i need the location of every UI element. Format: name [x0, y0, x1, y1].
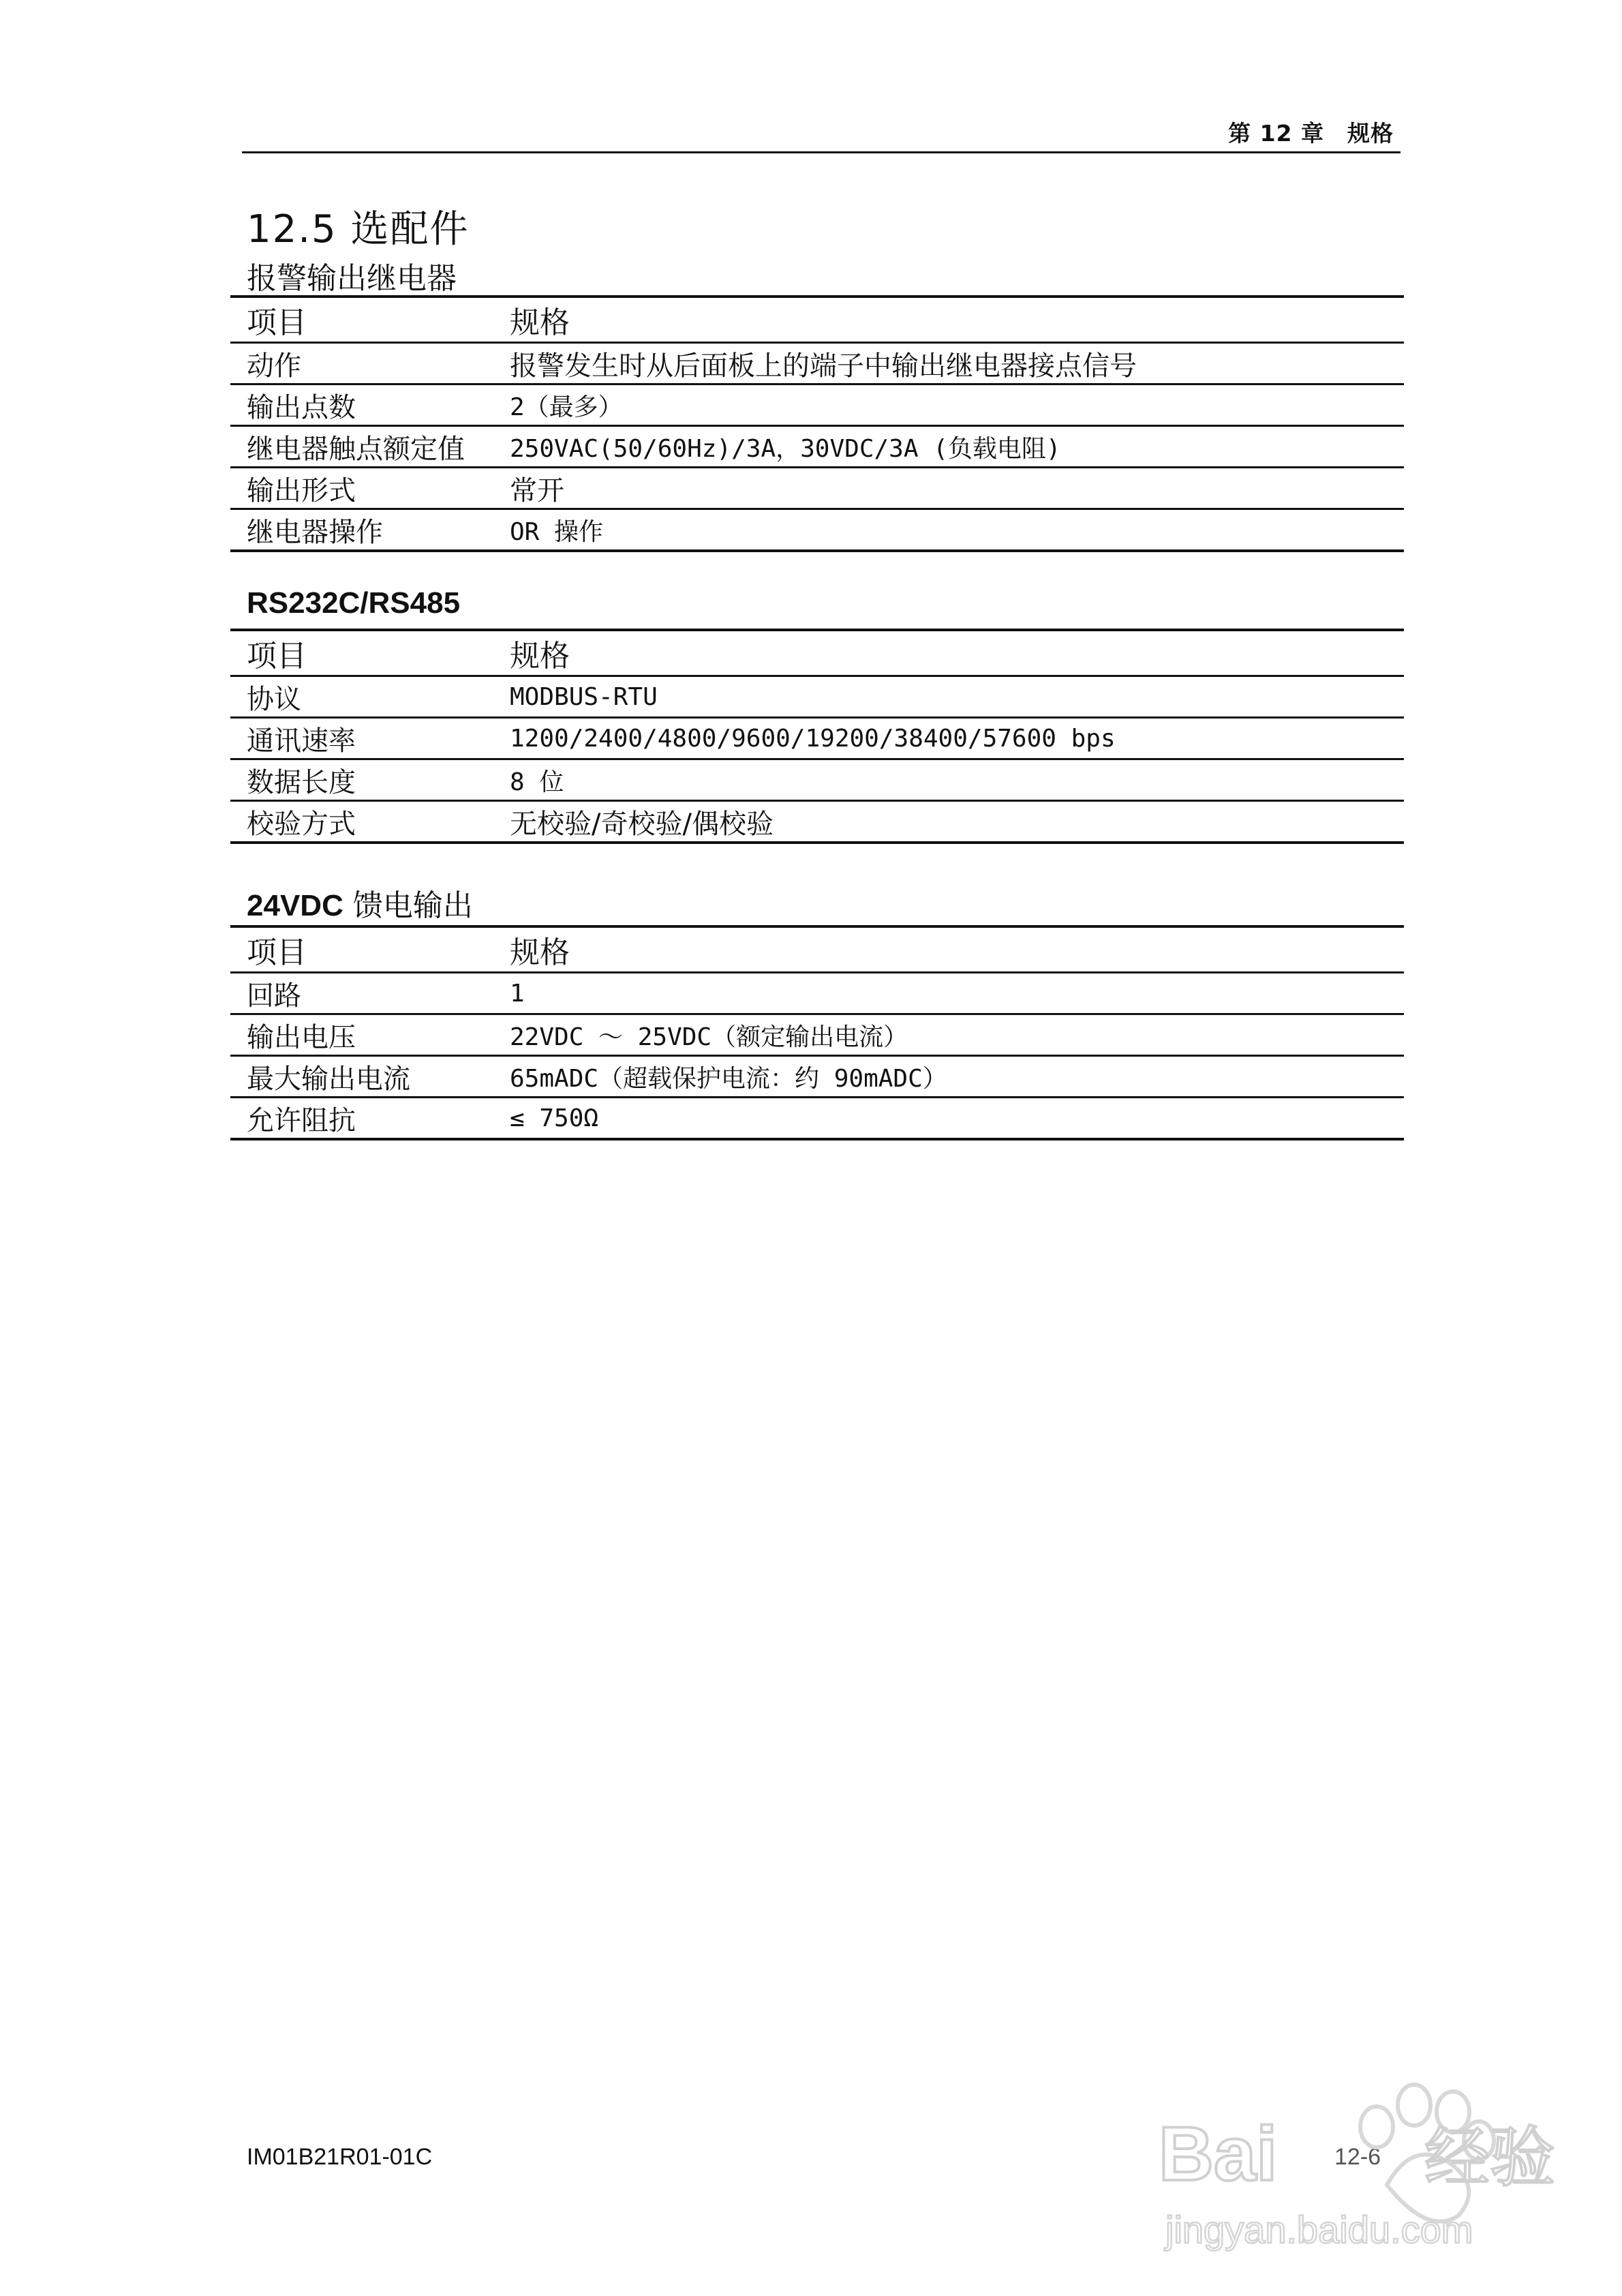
table-row	[230, 1014, 1404, 1056]
row-label: 输出点数	[230, 384, 498, 426]
block-title-alarm-relay: 报警输出继电器	[247, 261, 457, 296]
block-title-rs232c-rs485: RS232C/RS485	[247, 586, 461, 620]
rs232c-rs485-table	[230, 629, 1404, 844]
row-label: 继电器操作	[230, 509, 498, 552]
row-label: 数据长度	[230, 759, 498, 801]
header-item: 项目	[230, 630, 498, 676]
alarm-relay-table	[230, 295, 1404, 552]
row-value: 250VAC(50/60Hz)/3A，30VDC/3A (负载电阻)	[498, 426, 1404, 468]
table-row	[230, 759, 1404, 801]
row-label: 协议	[230, 676, 498, 718]
baidu-jingyan-watermark	[1152, 2025, 1574, 2270]
row-value: MODBUS-RTU	[498, 676, 1404, 718]
page-header	[242, 109, 1401, 153]
row-value: 1200/2400/4800/9600/19200/38400/57600 bps	[498, 718, 1404, 759]
table-row	[230, 509, 1404, 552]
page-number: 12-6	[1334, 2144, 1381, 2170]
header-item: 项目	[230, 926, 498, 973]
table-row	[230, 1056, 1404, 1098]
row-value: 无校验/奇校验/偶校验	[498, 801, 1404, 843]
row-label: 回路	[230, 973, 498, 1014]
chapter-label: 第 12 章 规格	[1228, 120, 1394, 147]
24vdc-feed-table	[230, 925, 1404, 1141]
row-value: 报警发生时从后面板上的端子中输出继电器接点信号	[498, 343, 1404, 384]
header-item: 项目	[230, 297, 498, 343]
watermark-url: jingyan.baidu.com	[1165, 2208, 1473, 2251]
watermark-cjk: 经验	[1424, 2119, 1555, 2196]
table-row	[230, 343, 1404, 384]
row-label: 继电器触点额定值	[230, 426, 498, 468]
table-row	[230, 468, 1404, 509]
table-header-row	[230, 297, 1404, 343]
row-label: 通讯速率	[230, 718, 498, 759]
row-value: 22VDC ～ 25VDC（额定输出电流）	[498, 1014, 1404, 1056]
section-title: 12.5 选配件	[247, 207, 470, 252]
block-title-latin: 24VDC	[247, 889, 343, 922]
row-value: OR 操作	[498, 509, 1404, 552]
block-title-24vdc-feed	[247, 881, 473, 924]
row-value: 1	[498, 973, 1404, 1014]
row-value: 常开	[498, 468, 1404, 509]
table-header-row	[230, 630, 1404, 676]
row-value: 2（最多）	[498, 384, 1404, 426]
table-row	[230, 973, 1404, 1014]
block-title-cjk: 馈电输出	[343, 888, 473, 923]
header-spec: 规格	[498, 630, 1404, 676]
row-label: 允许阻抗	[230, 1098, 498, 1140]
row-value: ≤ 750Ω	[498, 1098, 1404, 1140]
table-row	[230, 801, 1404, 843]
table-row	[230, 426, 1404, 468]
row-label: 校验方式	[230, 801, 498, 843]
row-value: 65mADC（超载保护电流：约 90mADC）	[498, 1056, 1404, 1098]
document-id: IM01B21R01-01C	[247, 2144, 433, 2170]
row-value: 8 位	[498, 759, 1404, 801]
row-label: 输出形式	[230, 468, 498, 509]
table-row	[230, 718, 1404, 759]
row-label: 最大输出电流	[230, 1056, 498, 1098]
table-header-row	[230, 926, 1404, 973]
header-spec: 规格	[498, 926, 1404, 973]
row-label: 输出电压	[230, 1014, 498, 1056]
header-spec: 规格	[498, 297, 1404, 343]
watermark-brand: Bai	[1159, 2111, 1278, 2196]
table-row	[230, 676, 1404, 718]
table-row	[230, 1098, 1404, 1140]
row-label: 动作	[230, 343, 498, 384]
table-row	[230, 384, 1404, 426]
